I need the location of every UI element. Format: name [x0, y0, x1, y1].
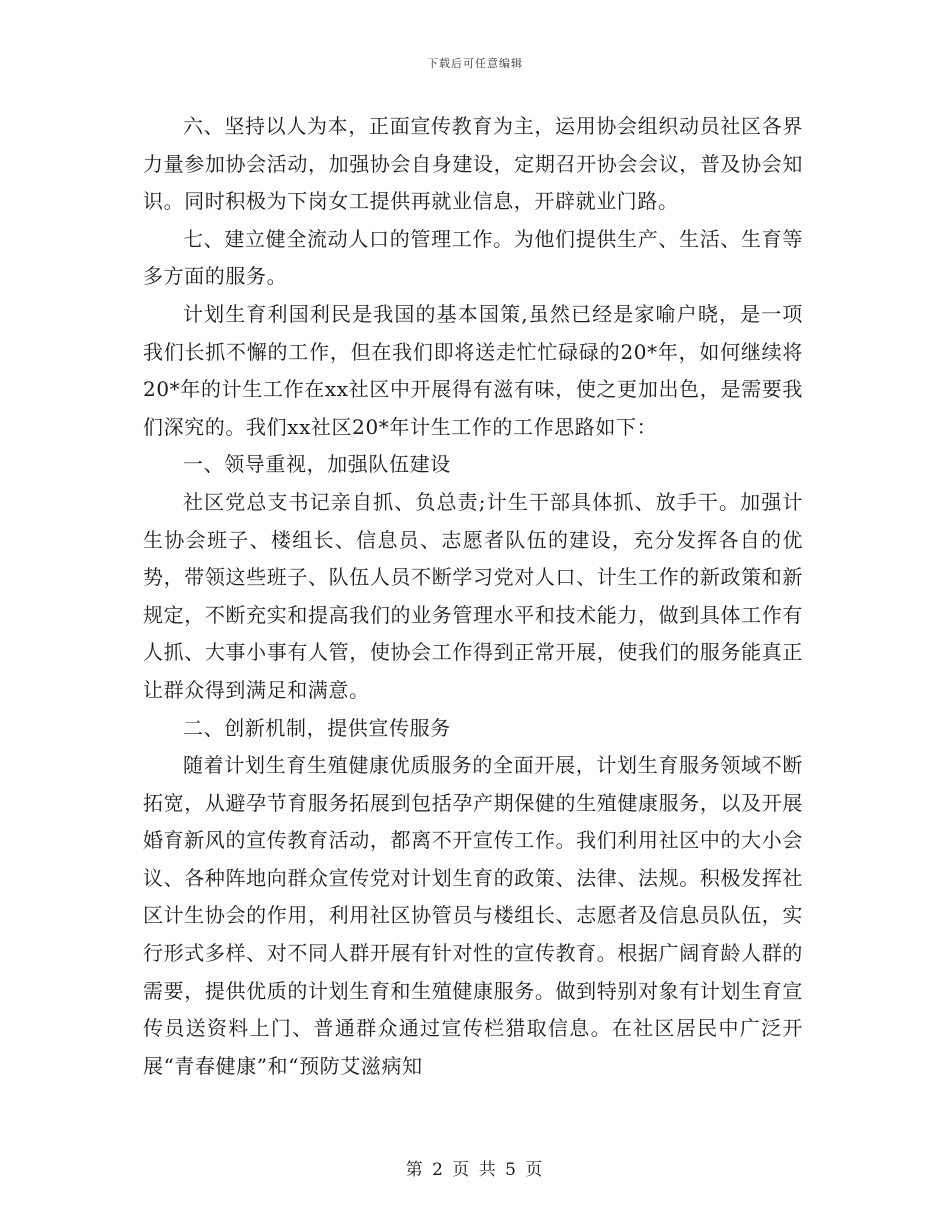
page-number: 第 2 页 共 5 页	[405, 1160, 545, 1180]
paragraph-section-1: 社区党总支书记亲自抓、负总责;计生干部具体抓、放手干。加强计生协会班子、楼组长、信息员、志愿者队伍的建设，充分发挥各自的优势，带领这些班子、队伍人员不断学习党对人口、计生工作的新政策和新规定，不断充实和提高我们的业务管理水平和技术能力，做到具体工作有人抓、大事小事有人管，使协会工作得到正常开展，使我们的服务能真正让群众得到满足和满意。	[143, 489, 803, 702]
paragraph-intro: 计划生育利国利民是我国的基本国策,虽然已经是家喻户晓，是一项我们长抓不懈的工作，但在我们即将送走忙忙碌碌的20*年，如何继续将20*年的计生工作在xx社区中开展得有滋有味，使之更加出色，是需要我们深究的。我们xx社区20*年计生工作的工作思路如下：	[143, 301, 803, 439]
document-body	[143, 108, 803, 1085]
section-heading-2: 二、创新机制，提供宣传服务	[183, 715, 451, 740]
section-heading-1: 一、领导重视，加强队伍建设	[183, 452, 451, 477]
paragraph-section-2: 随着计划生育生殖健康优质服务的全面开展，计划生育服务领域不断拓宽，从避孕节育服务拓展到包括孕产期保健的生殖健康服务，以及开展婚育新风的宣传教育活动，都离不开宣传工作。我们利用社区中的大小会议、各种阵地向群众宣传党对计划生育的政策、法律、法规。积极发挥社区计生协会的作用，利用社区协管员与楼组长、志愿者及信息员队伍，实行形式多样、对不同人群开展有针对性的宣传教育。根据广阔育龄人群的需要，提供优质的计划生育和生殖健康服务。做到特别对象有计划生育宣传员送资料上门、普通群众通过宣传栏猎取信息。在社区居民中广泛开展“青春健康”和“预防艾滋病知	[143, 753, 803, 1078]
paragraph-6: 六、坚持以人为本，正面宣传教育为主，运用协会组织动员社区各界力量参加协会活动，加强协会自身建设，定期召开协会会议，普及协会知识。同时积极为下岗女工提供再就业信息，开辟就业门路。	[143, 114, 803, 214]
header-note: 下载后可任意编辑	[427, 57, 523, 70]
paragraph-7: 七、建立健全流动人口的管理工作。为他们提供生产、生活、生育等多方面的服务。	[143, 226, 803, 289]
